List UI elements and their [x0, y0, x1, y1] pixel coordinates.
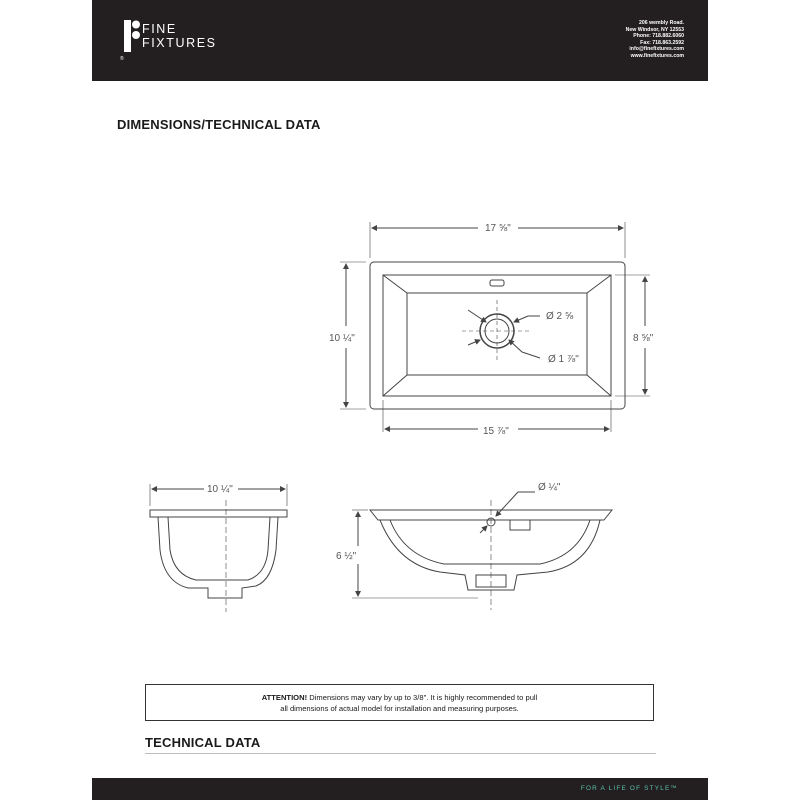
footer-bar: [92, 778, 708, 800]
attention-label: ATTENTION!: [261, 693, 308, 702]
contact-fax: Fax: 718.863.2592: [640, 39, 684, 46]
dim-front-height: 6 ½": [336, 551, 357, 562]
contact-email[interactable]: info@finefixtures.com: [629, 46, 684, 53]
dim-overall-depth: 10 ¼": [329, 333, 355, 344]
dim-bowl-width: 15 ⅞": [483, 426, 509, 437]
attention-notice: [145, 684, 654, 721]
side-view-bowl: [158, 517, 278, 598]
contact-address-line2: New Windsor, NY 12553: [625, 26, 684, 33]
top-view: [340, 222, 650, 432]
footer-tagline: FOR A LIFE OF STYLE™: [580, 785, 678, 792]
front-view-bowl: [380, 520, 600, 590]
dim-drain-outer: Ø 2 ⅝: [546, 311, 574, 322]
contact-address-line1: 206 wembly Road.: [639, 20, 684, 26]
front-view: [352, 492, 612, 610]
brand-name-line2: FIXTURES: [142, 36, 217, 50]
overflow-slot: [490, 280, 504, 286]
brand-name-line1: FINE: [142, 22, 177, 36]
side-view-rim: [150, 510, 287, 517]
section-divider: [145, 753, 656, 754]
registered-mark: ®: [120, 56, 124, 62]
contact-website[interactable]: www.finefixtures.com: [630, 52, 684, 59]
dim-side-width: 10 ¼": [207, 484, 233, 495]
dim-drain-inner: Ø 1 ⅞": [548, 354, 579, 365]
attention-line1: [146, 692, 653, 703]
dim-overflow-diameter: Ø ¼": [538, 482, 561, 493]
dimensions-section-title: DIMENSIONS/TECHNICAL DATA: [117, 117, 321, 132]
dim-overall-width: 17 ⅝": [485, 223, 511, 234]
side-view: [150, 484, 287, 612]
attention-text-line2: all dimensions of actual model for installation and measuring purposes.: [280, 704, 519, 713]
attention-text-line1: Dimensions may vary by up to 3/8". It is highly recommended to pull: [307, 693, 538, 702]
contact-phone: Phone: 718.882.6060: [633, 33, 684, 40]
technical-section-title: TECHNICAL DATA: [145, 735, 261, 750]
dim-bowl-depth: 8 ⅝": [633, 333, 654, 344]
